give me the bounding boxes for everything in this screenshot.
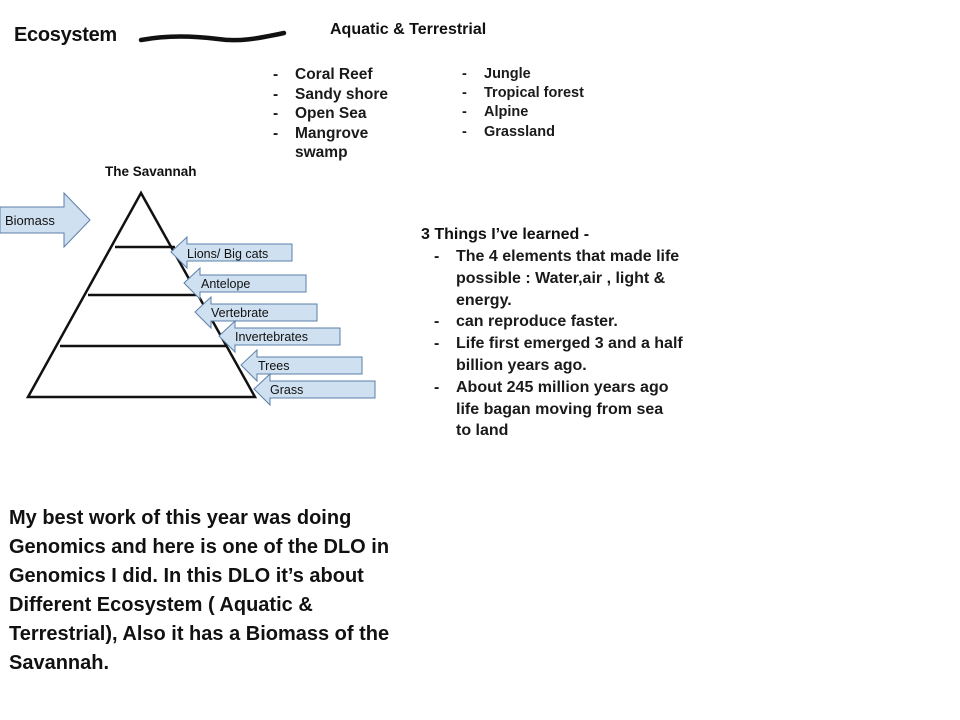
list-item xyxy=(432,246,722,311)
bullet: - xyxy=(273,105,279,122)
level-label-lions: Lions/ Big cats xyxy=(187,247,269,261)
list-item xyxy=(432,377,722,442)
bullet: - xyxy=(462,85,467,102)
list-item xyxy=(432,311,722,333)
list-item xyxy=(271,104,431,124)
list-item xyxy=(460,103,640,122)
aquatic-item-label: Open Sea xyxy=(295,105,367,122)
terrestrial-list xyxy=(460,65,640,142)
bullet: - xyxy=(434,378,440,396)
bullet: - xyxy=(462,66,467,82)
bullet: - xyxy=(273,85,279,103)
learned-item-text: can reproduce faster. xyxy=(456,313,618,331)
level-label-grass: Grass xyxy=(270,383,304,397)
bullet: - xyxy=(434,248,440,265)
terrestrial-item-label: Alpine xyxy=(484,104,529,121)
terrestrial-item-label: Jungle xyxy=(484,66,531,82)
biomass-pyramid xyxy=(0,180,390,410)
learned-item-text: The 4 elements that made life possible : Water,air , light & energy. xyxy=(456,248,680,309)
bullet: - xyxy=(273,124,279,142)
list-item xyxy=(271,65,431,85)
bullet: - xyxy=(434,313,440,331)
bullet: - xyxy=(273,66,279,83)
aquatic-item-label: Coral Reef xyxy=(295,66,373,83)
learned-list xyxy=(432,246,722,442)
level-label-trees: Trees xyxy=(258,359,290,373)
bullet: - xyxy=(462,123,467,140)
aquatic-item-label: Sandy shore xyxy=(295,85,389,103)
terrestrial-item-label: Grassland xyxy=(484,123,555,140)
bullet: - xyxy=(462,104,467,121)
list-item xyxy=(460,123,640,142)
pyramid-title: The Savannah xyxy=(105,164,197,179)
terrestrial-item-label: Tropical forest xyxy=(484,85,584,102)
list-item xyxy=(432,333,722,377)
level-label-antelope: Antelope xyxy=(201,277,251,291)
learned-item-text: About 245 million years ago life bagan moving from sea to land xyxy=(456,378,669,440)
list-item xyxy=(271,85,431,105)
page-title: Ecosystem xyxy=(14,24,117,46)
subtitle: Aquatic & Terrestrial xyxy=(330,21,487,38)
level-label-invertebrates: Invertebrates xyxy=(235,330,308,344)
summary-paragraph: My best work of this year was doing Genomics and here is one of the DLO in Genomics I did. In this DLO it’s about Different Ecosystem ( Aquatic & Terrestrial), Also it has a Biomass of the Savannah. xyxy=(9,507,390,674)
biomass-label: Biomass xyxy=(5,213,55,228)
bullet: - xyxy=(434,335,440,353)
list-item xyxy=(271,124,431,163)
learned-heading: 3 Things I’ve learned - xyxy=(421,226,590,243)
underline-squiggle xyxy=(138,26,288,48)
aquatic-list xyxy=(271,65,431,163)
learned-item-text: Life first emerged 3 and a half billion years ago. xyxy=(456,335,683,374)
list-item xyxy=(460,84,640,103)
list-item xyxy=(460,65,640,84)
level-label-vertebrate: Vertebrate xyxy=(211,306,269,320)
aquatic-item-label: Mangrove swamp xyxy=(295,124,369,161)
